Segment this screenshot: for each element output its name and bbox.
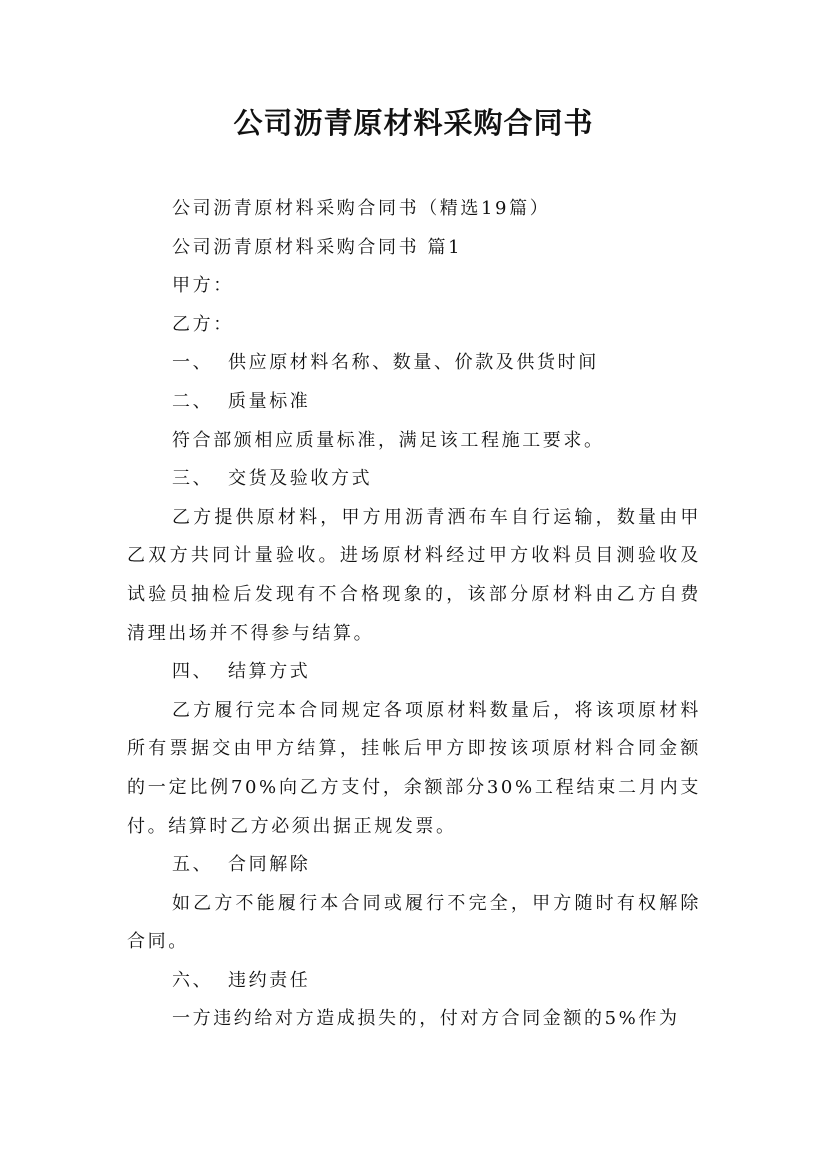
party-b-line: 乙方： [172,313,234,335]
section-heading-text: 违约责任 [228,969,311,991]
section-heading-6 [127,962,701,1001]
document-body [127,190,701,1039]
document-title: 公司沥青原材料采购合同书 [233,106,594,140]
section-number: 五、 [172,854,214,876]
party-a-line: 甲方： [172,275,234,297]
section-heading-4 [127,653,701,692]
delivery-paragraph: 乙方提供原材料，甲方用沥青洒布车自行运输，数量由甲乙双方共同计量验收。进场原材料经过甲方收料员目测验收及试验员抽检后发现有不合格现象的，该部分原材料由乙方自费清理出场并不得参与结算。 [127,506,701,644]
section-number: 四、 [172,661,214,683]
section-number: 三、 [172,468,214,490]
section-heading-text: 质量标准 [228,390,311,412]
liability-paragraph: 一方违约给对方造成损失的，付对方合同金额的5%作为 [172,1008,680,1030]
section-heading-text: 供应原材料名称、数量、价款及供货时间 [228,352,599,374]
section-number: 一、 [172,352,214,374]
section-heading-3 [127,460,701,499]
paragraph-intro-title: 公司沥青原材料采购合同书（精选19篇） [172,198,551,219]
section-heading-1 [127,344,701,383]
section-heading-5 [127,846,701,885]
section-heading-text: 交货及验收方式 [228,468,373,490]
settlement-paragraph: 乙方履行完本合同规定各项原材料数量后，将该项原材料所有票据交由甲方结算，挂帐后甲方即按该项原材料合同金额的一定比例70%向乙方支付，余额部分30%工程结束二月内支付。结算时乙方必须出据正规发票。 [127,699,701,837]
quality-paragraph: 符合部颁相应质量标准，满足该工程施工要求。 [172,429,605,451]
section-heading-2 [127,383,701,422]
termination-paragraph: 如乙方不能履行本合同或履行不完全，甲方随时有权解除合同。 [127,892,701,953]
section-heading-text: 合同解除 [228,854,311,876]
section-heading-text: 结算方式 [228,661,311,683]
section-number: 六、 [172,969,214,991]
paragraph-chapter-label: 公司沥青原材料采购合同书 篇1 [172,236,463,258]
section-number: 二、 [172,390,214,412]
